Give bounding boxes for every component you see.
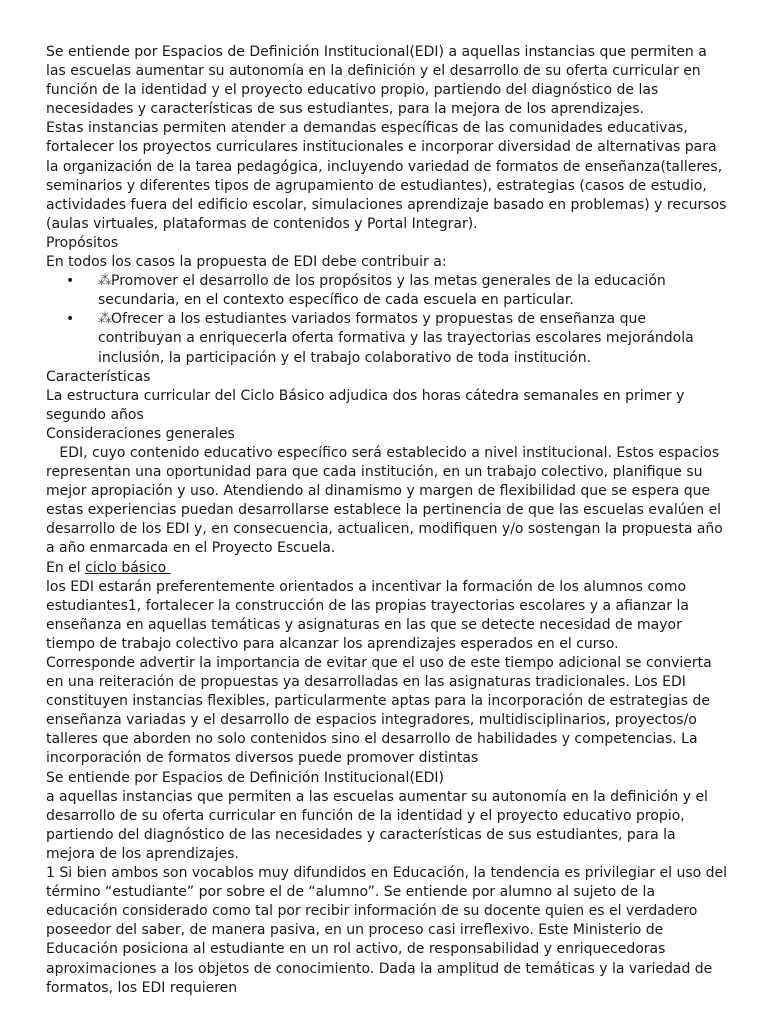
ciclo-prefix: En el [46, 559, 86, 576]
edi-orientation-paragraph: los EDI estarán preferentemente orientados a incentivar la formación de los alumnos como estudiantes1, fortalecer la construcción de las propias trayectorias escolares y a afianzar la enseñanza en aquellas temáticas y asignaturas en las que se detecte necesidad de mayor tiempo de trabajo colectivo para alcanzar los aprendizajes esperados en el curso. [46, 578, 689, 652]
definition-paragraph: a aquellas instancias que permiten a las escuelas aumentar su autonomía en la definición y el desarrollo de su oferta curricular en función de la identidad y el proyecto educativo propio, partiendo del diagnóstico de las necesidades y características de sus estudiantes, para la mejora de los aprendizajes. [46, 788, 708, 862]
bullet-glyph: ⁂ [98, 273, 111, 290]
ciclo-basico-line [46, 559, 728, 578]
definition-heading-line: Se entiende por Espacios de Definición Institucional(EDI) [46, 769, 445, 786]
heading-propositos: Propósitos [46, 234, 119, 251]
bullet-icon: • [66, 311, 75, 328]
warning-paragraph: Corresponde advertir la importancia de evitar que el uso de este tiempo adicional se convierta en una reiteración de propuestas ya desarrolladas en las asignaturas tradicionales. Los EDI constituyen instancias flexibles, particularmente aptas para la incorporación de estrategias de enseñanza variadas y el desarrollo de espacios integradores, multidisciplinarios, proyectos/o talleres que aborden no solo contenidos sino el desarrollo de habilidades y competencias. La incorporación de formatos diversos puede promover distintas [46, 655, 712, 767]
ciclo-basico-link[interactable]: ciclo básico [85, 559, 171, 576]
contribution-intro: En todos los casos la propuesta de EDI debe contribuir a: [46, 254, 447, 271]
list-item-text: Promover el desarrollo de los propósitos y las metas generales de la educación secundaria, en el contexto específico de cada escuela en particular. [98, 273, 666, 309]
considerations-paragraph: EDI, cuyo contenido educativo específico será establecido a nivel institucional. Estos espacios representan una oportunidad para que cada institución, en un trabajo colectivo, planifique su mejor apropiación y uso. Atendiendo al dinamismo y margen de flexibilidad que se espera que estas experiencias puedan desarrollarse establece la pertinencia de que las escuelas evalúen el desarrollo de los EDI y, en consecuencia, actualicen, modifiquen y/o sostengan la propuesta año a año enmarcada en el Proyecto Escuela. [46, 444, 728, 557]
heading-caracteristicas: Características [46, 368, 151, 385]
bullet-icon: • [66, 273, 75, 290]
bullet-glyph: ⁂ [98, 311, 111, 328]
intro-paragraph: Se entiende por Espacios de Definición Institucional(EDI) a aquellas instancias que permiten a las escuelas aumentar su autonomía en la definición y el desarrollo de su oferta curricular en función de la identidad y el proyecto educativo propio, partiendo del diagnóstico de las necesidades y características de sus estudiantes, para la mejora de los aprendizajes. [46, 44, 707, 118]
purposes-list [46, 272, 728, 367]
instances-paragraph: Estas instancias permiten atender a demandas específicas de las comunidades educativas, fortalecer los proyectos curriculares institucionales e incorporar diversidad de alternativas para la organización de la tarea pedagógica, incluyendo variedad de formatos de enseñanza(talleres, seminarios y diferentes tipos de agrupamiento de estudiantes), estrategias (casos de estudio, actividades fuera del edificio escolar, simulaciones aprendizaje basado en problemas) y recursos (aulas virtuales, plataformas de contenidos y Portal Integrar). [46, 120, 727, 232]
list-item [66, 310, 728, 367]
list-item-text: Ofrecer a los estudiantes variados formatos y propuestas de enseñanza que contribuyan a enriquecerla oferta formativa y las trayectorias escolares mejorándola inclusión, la participación y el trabajo colaborativo de toda institución. [98, 311, 694, 366]
heading-consideraciones: Consideraciones generales [46, 425, 235, 442]
structure-paragraph: La estructura curricular del Ciclo Básico adjudica dos horas cátedra semanales en primer y segundo años [46, 387, 685, 423]
footnote-paragraph: 1 Si bien ambos son vocablos muy difundidos en Educación, la tendencia es privilegiar el uso del término “estudiante” por sobre el de “alumno”. Se entiende por alumno al sujeto de la educación considerado como tal por recibir información de su docente quien es el verdadero poseedor del saber, de manera pasiva, en un proceso casi irreflexivo. Este Ministerio de Educación posiciona al estudiante en un rol activo, de responsabilidad y enriquecedoras aproximaciones a los objetos de conocimiento. Dada la amplitud de temáticas y la variedad de formatos, los EDI requieren [46, 865, 728, 996]
list-item [66, 272, 728, 310]
